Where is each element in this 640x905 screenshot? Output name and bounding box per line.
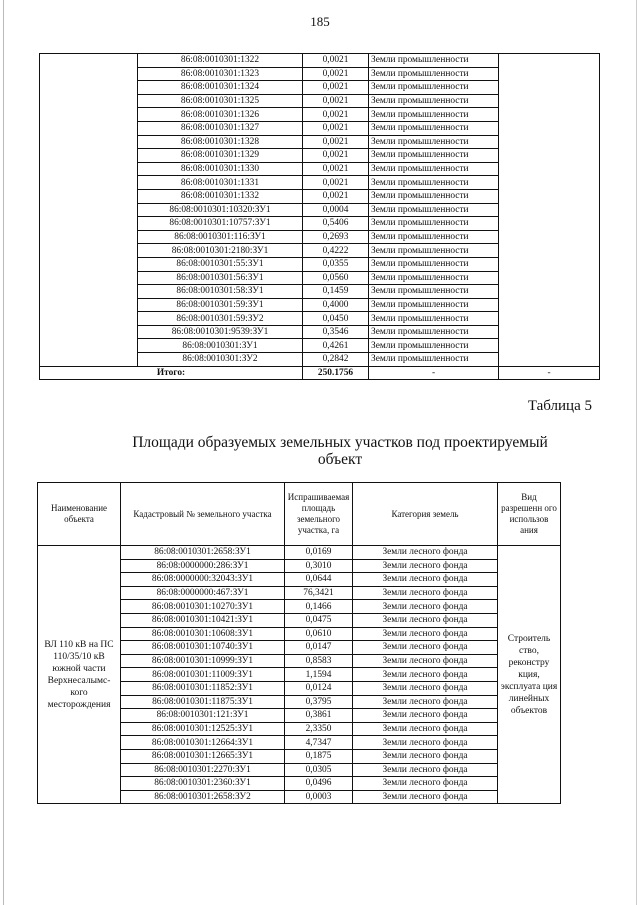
cadastral-number-cell: 86:08:0010301:59:ЗУ1	[138, 298, 303, 312]
table-row	[40, 54, 600, 68]
land-category-cell: Земли промышленности	[369, 353, 499, 367]
cadastral-number-cell: 86:08:0010301:10999:ЗУ1	[121, 654, 285, 668]
cadastral-number-cell: 86:08:0010301:56:ЗУ1	[138, 271, 303, 285]
area-cell: 0,0450	[303, 312, 369, 326]
area-cell: 0,3861	[285, 709, 353, 723]
cadastral-number-cell: 86:08:0010301:10740:ЗУ1	[121, 641, 285, 655]
area-cell: 0,4222	[303, 244, 369, 258]
area-cell: 2,3350	[285, 722, 353, 736]
page-number: 185	[310, 14, 330, 29]
cadastral-number-cell: 86:08:0010301:2658:ЗУ2	[121, 790, 285, 804]
land-category-cell: Земли промышленности	[369, 203, 499, 217]
area-cell: 4,7347	[285, 736, 353, 750]
land-category-cell: Земли лесного фонда	[353, 627, 498, 641]
permitted-use-cell	[499, 54, 600, 367]
area-cell: 0,3010	[285, 559, 353, 573]
table1-body	[40, 54, 600, 380]
area-cell: 0,0021	[303, 67, 369, 81]
scan-edge-left	[3, 0, 4, 905]
area-cell: 0,2693	[303, 230, 369, 244]
land-category-cell: Земли промышленности	[369, 230, 499, 244]
area-cell: 0,0021	[303, 176, 369, 190]
cadastral-number-cell: 86:08:0010301:9539:ЗУ1	[138, 325, 303, 339]
cadastral-number-cell: 86:08:0010301:1325	[138, 94, 303, 108]
cadastral-number-cell: 86:08:0010301:ЗУ2	[138, 353, 303, 367]
cadastral-number-cell: 86:08:0010301:10320:ЗУ1	[138, 203, 303, 217]
land-category-cell: Земли промышленности	[369, 94, 499, 108]
land-category-cell: Земли лесного фонда	[353, 559, 498, 573]
area-cell: 0,0305	[285, 763, 353, 777]
area-cell: 0,3795	[285, 695, 353, 709]
land-category-cell: Земли промышленности	[369, 149, 499, 163]
cadastral-number-cell: 86:08:0010301:58:ЗУ1	[138, 285, 303, 299]
area-cell: 0,0147	[285, 641, 353, 655]
land-category-cell: Земли лесного фонда	[353, 641, 498, 655]
area-cell: 0,2842	[303, 353, 369, 367]
cadastral-number-cell: 86:08:0010301:1323	[138, 67, 303, 81]
land-category-cell: Земли лесного фонда	[353, 722, 498, 736]
area-cell: 0,4261	[303, 339, 369, 353]
land-category-cell: Земли лесного фонда	[353, 668, 498, 682]
area-cell: 0,0021	[303, 162, 369, 176]
cadastral-number-cell: 86:08:0010301:11852:ЗУ1	[121, 681, 285, 695]
cadastral-number-cell: 86:08:0000000:286:ЗУ1	[121, 559, 285, 573]
header-land-category: Категория земель	[353, 483, 498, 546]
area-cell: 0,0021	[303, 189, 369, 203]
cadastral-number-cell: 86:08:0010301:1330	[138, 162, 303, 176]
area-cell: 76,3421	[285, 586, 353, 600]
land-category-cell: Земли лесного фонда	[353, 790, 498, 804]
land-plots-table-continued	[39, 53, 600, 380]
header-area: Испрашиваемая площадь земельного участка, га	[285, 483, 353, 546]
area-cell: 0,0355	[303, 257, 369, 271]
land-category-cell: Земли лесного фонда	[353, 613, 498, 627]
area-cell: 0,0021	[303, 94, 369, 108]
header-cadastral-number: Кадастровый № земельного участка	[121, 483, 285, 546]
area-cell: 0,0475	[285, 613, 353, 627]
cadastral-number-cell: 86:08:0010301:10421:ЗУ1	[121, 613, 285, 627]
area-cell: 0,0021	[303, 135, 369, 149]
area-cell: 0,0004	[303, 203, 369, 217]
cadastral-number-cell: 86:08:0000000:32043:ЗУ1	[121, 573, 285, 587]
total-use: -	[499, 366, 600, 380]
land-category-cell: Земли промышленности	[369, 81, 499, 95]
land-category-cell: Земли промышленности	[369, 108, 499, 122]
land-category-cell: Земли лесного фонда	[353, 600, 498, 614]
cadastral-number-cell: 86:08:0010301:1322	[138, 54, 303, 68]
cadastral-number-cell: 86:08:0010301:10270:ЗУ1	[121, 600, 285, 614]
area-cell: 0,0003	[285, 790, 353, 804]
land-category-cell: Земли лесного фонда	[353, 736, 498, 750]
cadastral-number-cell: 86:08:0010301:ЗУ1	[138, 339, 303, 353]
land-category-cell: Земли промышленности	[369, 271, 499, 285]
area-cell: 0,0021	[303, 149, 369, 163]
land-category-cell: Земли лесного фонда	[353, 709, 498, 723]
area-cell: 0,8583	[285, 654, 353, 668]
total-label: Итого:	[40, 366, 303, 380]
land-category-cell: Земли промышленности	[369, 217, 499, 231]
area-cell: 0,0169	[285, 546, 353, 560]
area-cell: 0,0496	[285, 777, 353, 791]
land-category-cell: Земли промышленности	[369, 244, 499, 258]
cadastral-number-cell: 86:08:0010301:10757:ЗУ1	[138, 217, 303, 231]
table5-body	[38, 546, 561, 804]
cadastral-number-cell: 86:08:0010301:2180:ЗУ1	[138, 244, 303, 258]
table-caption: Таблица 5	[527, 398, 592, 414]
area-cell: 0,1875	[285, 749, 353, 763]
area-cell: 0,5406	[303, 217, 369, 231]
cadastral-number-cell: 86:08:0010301:55:ЗУ1	[138, 257, 303, 271]
cadastral-number-cell: 86:08:0010301:2270:ЗУ1	[121, 763, 285, 777]
area-cell: 0,0610	[285, 627, 353, 641]
table5-header-row	[38, 483, 561, 546]
header-object-name: Наименование объекта	[38, 483, 121, 546]
table-title: Площади образуемых земельных участков под проектируемый объект	[132, 434, 548, 468]
land-category-cell: Земли промышленности	[369, 257, 499, 271]
cadastral-number-cell: 86:08:0010301:12665:ЗУ1	[121, 749, 285, 763]
land-category-cell: Земли лесного фонда	[353, 654, 498, 668]
land-category-cell: Земли промышленности	[369, 325, 499, 339]
land-category-cell: Земли лесного фонда	[353, 695, 498, 709]
area-cell: 0,0021	[303, 121, 369, 135]
area-cell: 0,0124	[285, 681, 353, 695]
land-category-cell: Земли промышленности	[369, 298, 499, 312]
permitted-use-cell: Строитель ство, реконстру кция, эксплуата ция линейных объектов	[498, 546, 561, 804]
area-cell: 0,0021	[303, 81, 369, 95]
land-category-cell: Земли промышленности	[369, 54, 499, 68]
cadastral-number-cell: 86:08:0010301:1329	[138, 149, 303, 163]
area-cell: 0,0560	[303, 271, 369, 285]
cadastral-number-cell: 86:08:0010301:1327	[138, 121, 303, 135]
land-category-cell: Земли промышленности	[369, 339, 499, 353]
cadastral-number-cell: 86:08:0010301:1332	[138, 189, 303, 203]
cadastral-number-cell: 86:08:0010301:116:ЗУ1	[138, 230, 303, 244]
cadastral-number-cell: 86:08:0010301:1326	[138, 108, 303, 122]
total-row	[40, 366, 600, 380]
land-category-cell: Земли промышленности	[369, 285, 499, 299]
area-cell: 0,0644	[285, 573, 353, 587]
cadastral-number-cell: 86:08:0010301:11009:ЗУ1	[121, 668, 285, 682]
land-category-cell: Земли промышленности	[369, 176, 499, 190]
land-category-cell: Земли лесного фонда	[353, 586, 498, 600]
cadastral-number-cell: 86:08:0010301:121:ЗУ1	[121, 709, 285, 723]
land-category-cell: Земли лесного фонда	[353, 681, 498, 695]
cadastral-number-cell: 86:08:0010301:1324	[138, 81, 303, 95]
cadastral-number-cell: 86:08:0010301:2360:ЗУ1	[121, 777, 285, 791]
table-row	[38, 546, 561, 560]
cadastral-number-cell: 86:08:0010301:1331	[138, 176, 303, 190]
header-permitted-use: Вид разрешенн ого использов ания	[498, 483, 561, 546]
land-category-cell: Земли промышленности	[369, 121, 499, 135]
scan-edge-right	[636, 0, 637, 905]
cadastral-number-cell: 86:08:0010301:12664:ЗУ1	[121, 736, 285, 750]
land-category-cell: Земли лесного фонда	[353, 777, 498, 791]
cadastral-number-cell: 86:08:0000000:467:ЗУ1	[121, 586, 285, 600]
total-value: 250.1756	[303, 366, 369, 380]
land-category-cell: Земли лесного фонда	[353, 546, 498, 560]
land-category-cell: Земли лесного фонда	[353, 763, 498, 777]
land-category-cell: Земли лесного фонда	[353, 573, 498, 587]
land-category-cell: Земли промышленности	[369, 135, 499, 149]
cadastral-number-cell: 86:08:0010301:59:ЗУ2	[138, 312, 303, 326]
object-name-cell: ВЛ 110 кВ на ПС 110/35/10 кВ южной части Верхнесалымс-кого месторождения	[38, 546, 121, 804]
cadastral-number-cell: 86:08:0010301:2658:ЗУ1	[121, 546, 285, 560]
land-plots-table-5	[37, 482, 561, 804]
cadastral-number-cell: 86:08:0010301:1328	[138, 135, 303, 149]
area-cell: 0,0021	[303, 54, 369, 68]
land-category-cell: Земли лесного фонда	[353, 749, 498, 763]
land-category-cell: Земли промышленности	[369, 67, 499, 81]
object-name-cell	[40, 54, 138, 367]
area-cell: 0,3546	[303, 325, 369, 339]
area-cell: 0,0021	[303, 108, 369, 122]
cadastral-number-cell: 86:08:0010301:10608:ЗУ1	[121, 627, 285, 641]
land-category-cell: Земли промышленности	[369, 312, 499, 326]
cadastral-number-cell: 86:08:0010301:12525:ЗУ1	[121, 722, 285, 736]
area-cell: 0,1459	[303, 285, 369, 299]
cadastral-number-cell: 86:08:0010301:11875:ЗУ1	[121, 695, 285, 709]
area-cell: 1,1594	[285, 668, 353, 682]
land-category-cell: Земли промышленности	[369, 189, 499, 203]
area-cell: 0,4000	[303, 298, 369, 312]
area-cell: 0,1466	[285, 600, 353, 614]
total-category: -	[369, 366, 499, 380]
land-category-cell: Земли промышленности	[369, 162, 499, 176]
